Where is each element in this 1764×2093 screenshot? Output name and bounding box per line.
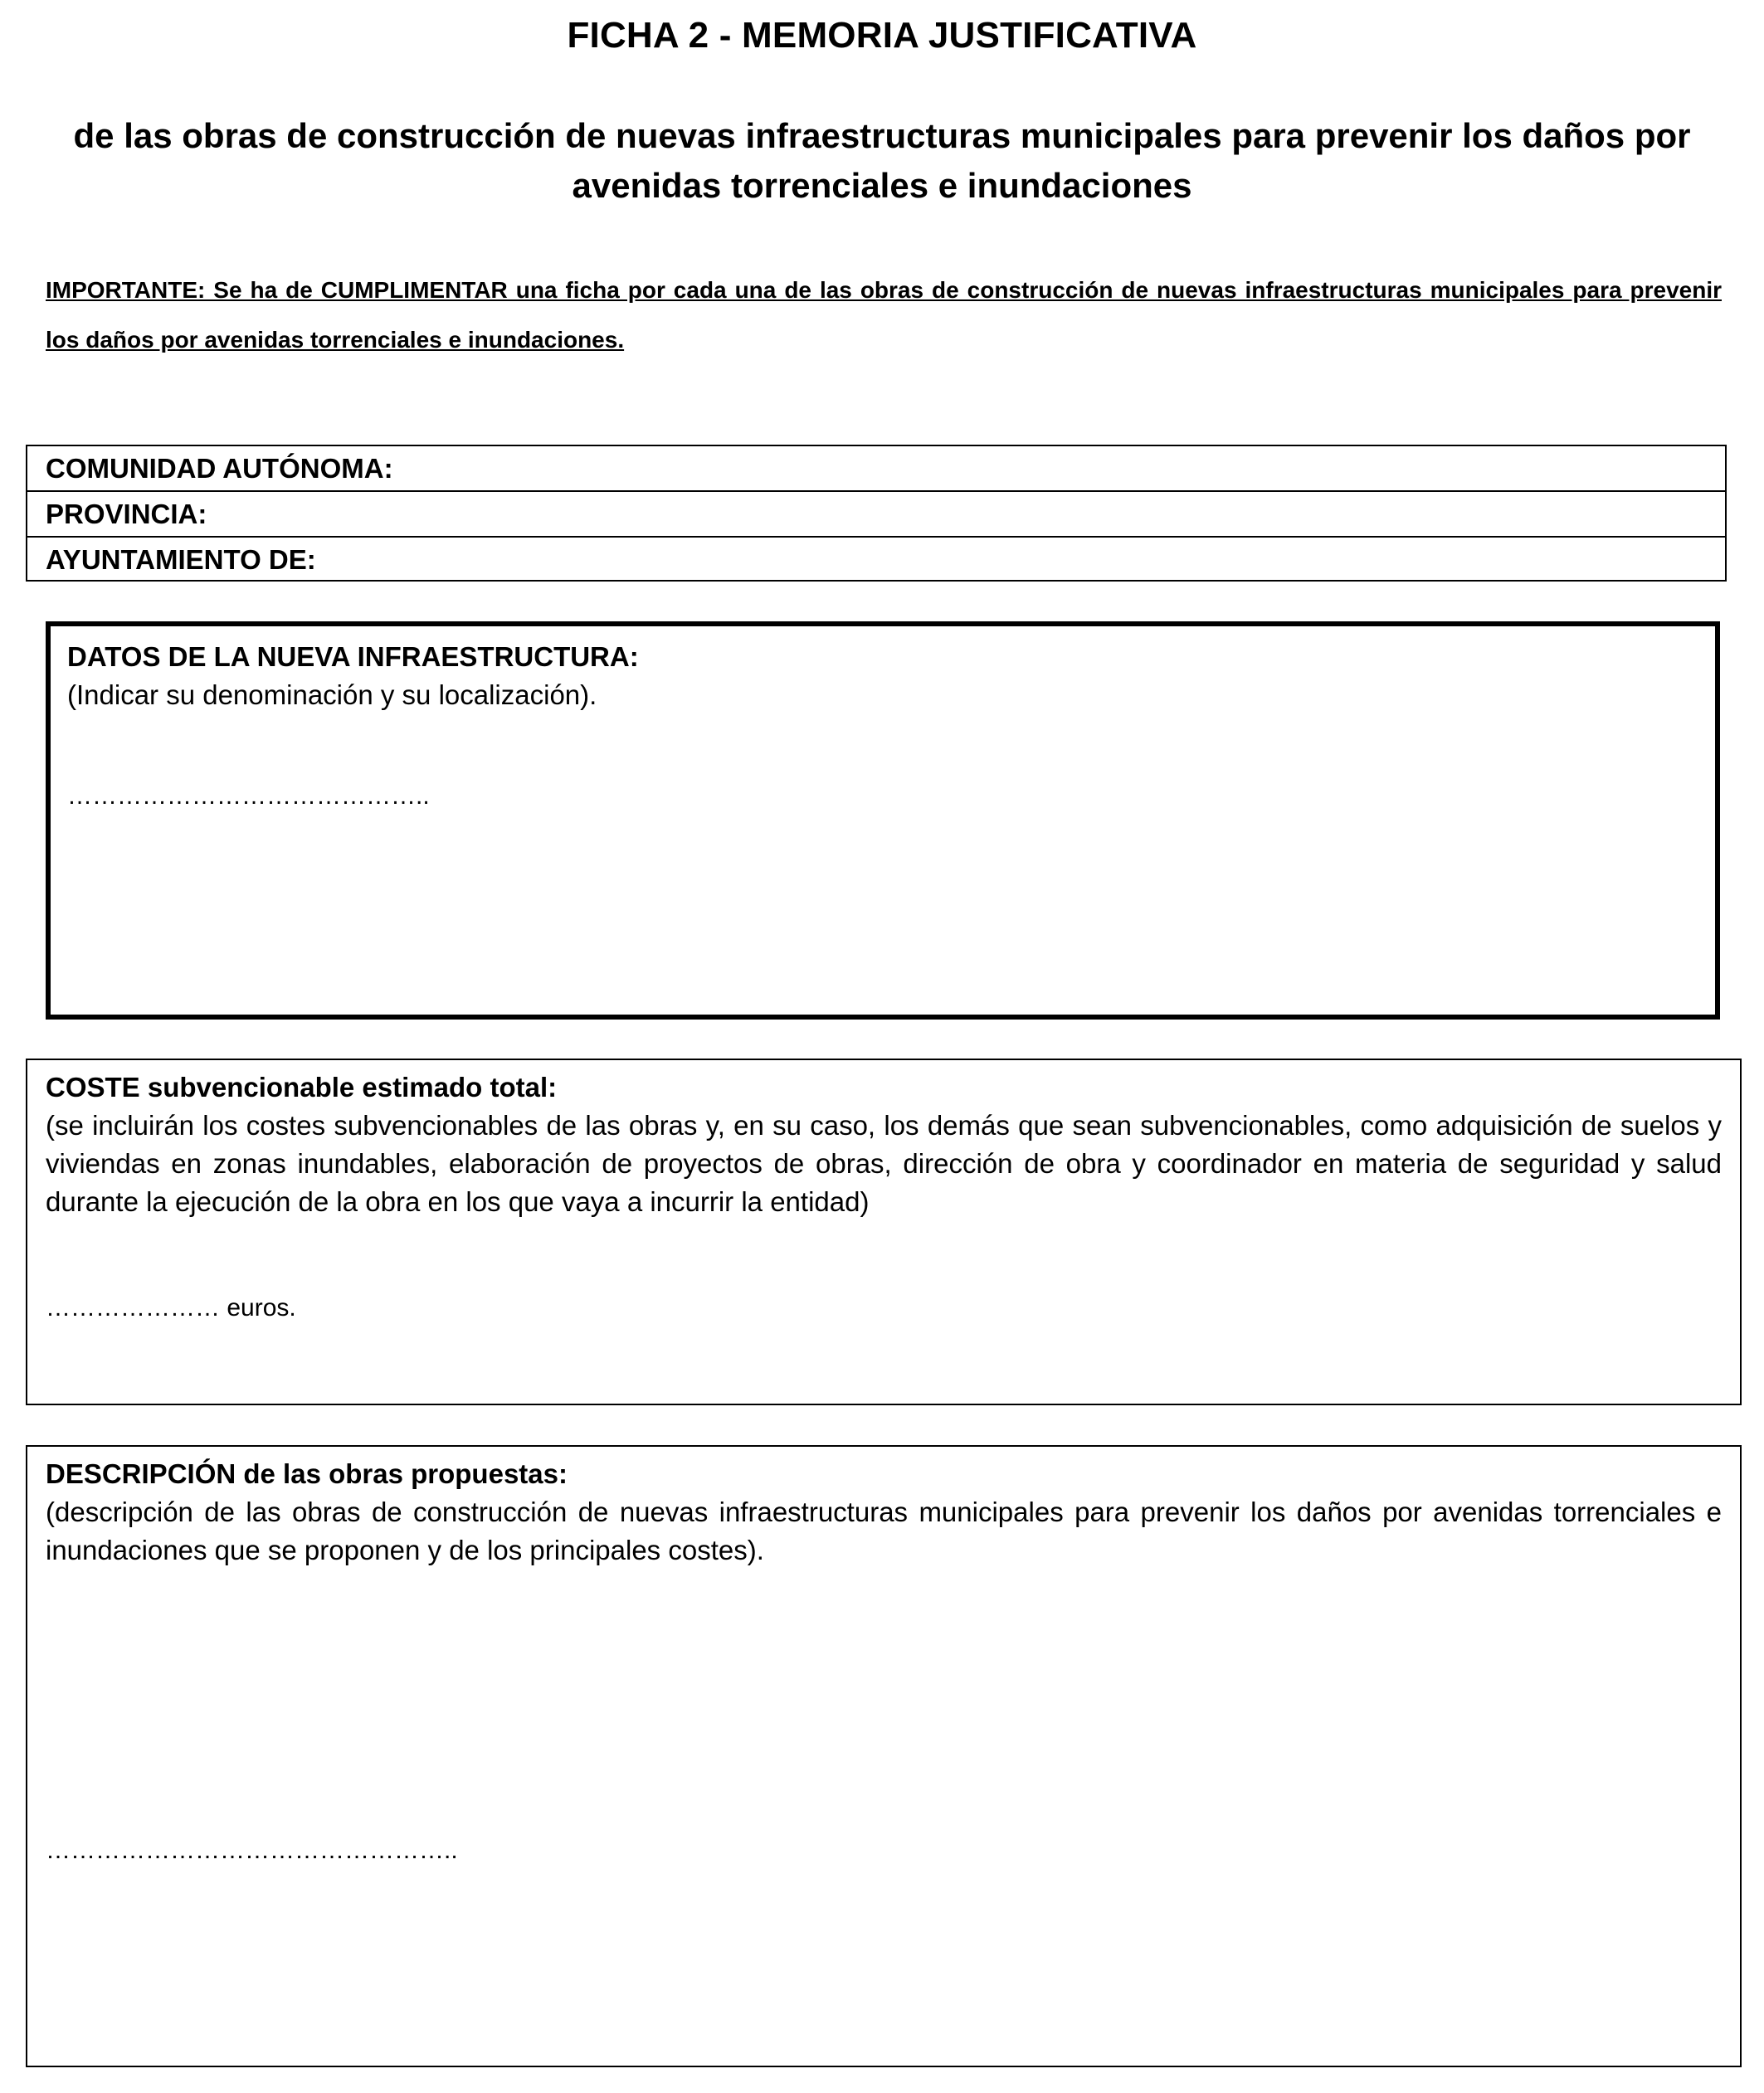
comunidad-autonoma-field[interactable]: COMUNIDAD AUTÓNOMA: [27,446,1725,492]
description-section-title: DESCRIPCIÓN de las obras propuestas: [46,1458,568,1489]
infrastructure-input-placeholder[interactable]: …………………………………….. [67,782,430,810]
infrastructure-instructions: (Indicar su denominación y su localización). [67,679,597,710]
cost-section-title: COSTE subvencionable estimado total: [46,1072,558,1102]
cost-section[interactable] [26,1059,1742,1405]
provincia-field[interactable]: PROVINCIA: [27,492,1725,538]
description-instructions: (descripción de las obras de construcción de nuevas infraestructuras municipales para prevenir los daños por avenidas torrenciales e inundaciones que se proponen y de los principales costes). [46,1497,1722,1565]
infrastructure-data-section[interactable] [46,621,1720,1020]
infrastructure-section-title: DATOS DE LA NUEVA INFRAESTRUCTURA: [67,641,639,672]
cost-instructions: (se incluirán los costes subvencionables de las obras y, en su caso, los demás que sean subvencionables, como adquisición de suelos y viviendas en zonas inundables, elaboración de proyectos de obras, dirección de obra y coordinador en materia de seguridad y salud durante la ejecución de la obra en los que vaya a incurrir la entidad) [46,1110,1722,1217]
cost-amount-placeholder[interactable]: ………………… euros. [46,1294,296,1322]
important-note: IMPORTANTE: Se ha de CUMPLIMENTAR una ficha por cada una de las obras de construcción de nuevas infraestructuras municipales para prevenir los daños por avenidas torrenciales e inundaciones. [46,277,1722,353]
page-title: FICHA 2 - MEMORIA JUSTIFICATIVA [567,15,1197,56]
ayuntamiento-field[interactable]: AYUNTAMIENTO DE: [46,544,316,575]
description-section[interactable] [26,1445,1742,2067]
page-subtitle: de las obras de construcción de nuevas infraestructuras municipales para prevenir los daños por avenidas torrenciales e inundaciones [73,116,1691,205]
description-input-placeholder[interactable]: ………………………………………….. [46,1837,458,1864]
location-fields-table [26,445,1727,582]
